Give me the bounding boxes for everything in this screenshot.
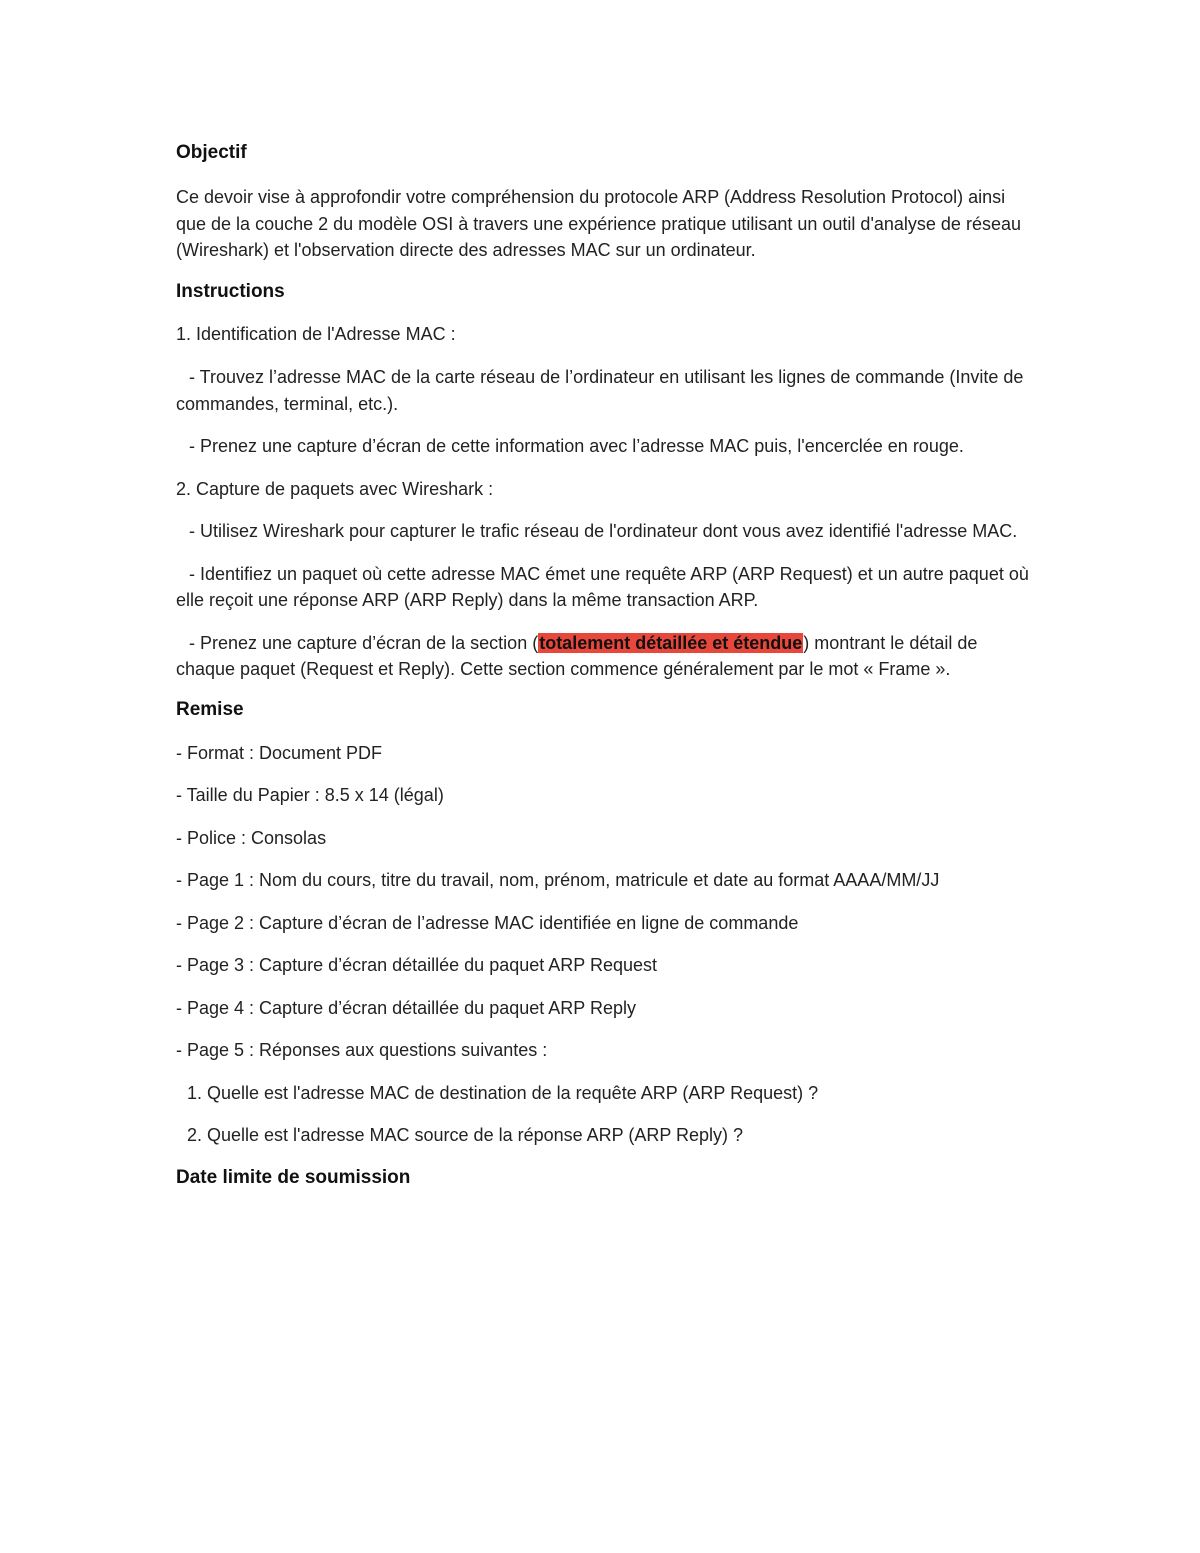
remise-item: - Page 4 : Capture d’écran détaillée du paquet ARP Reply <box>176 997 636 1018</box>
question-item: 1. Quelle est l'adresse MAC de destination de la requête ARP (ARP Request) ? <box>187 1082 819 1103</box>
step2-detail-screenshot <box>176 630 1036 683</box>
remise-item: - Taille du Papier : 8.5 x 14 (légal) <box>176 785 444 805</box>
step1-title: 1. Identification de l'Adresse MAC : <box>176 323 456 344</box>
remise-item: - Page 3 : Capture d’écran détaillée du paquet ARP Request <box>176 955 657 975</box>
highlighted-text: totalement détaillée et étendue <box>539 632 803 653</box>
step1-screenshot: - Prenez une capture d’écran de cette information avec l’adresse MAC puis, l'encerclée en rouge. <box>189 436 964 456</box>
step2-capture-traffic: - Utilisez Wireshark pour capturer le trafic réseau de l'ordinateur dont vous avez identifié l'adresse MAC. <box>189 521 1018 541</box>
remise-item: - Page 5 : Réponses aux questions suivantes : <box>176 1040 548 1060</box>
step2-identify-packets: - Identifiez un paquet où cette adresse MAC émet une requête ARP (ARP Request) et un autre paquet où elle reçoit une réponse ARP (ARP Reply) dans la même transaction ARP. <box>176 563 1029 610</box>
document-page <box>176 140 1036 1191</box>
objectif-heading: Objectif <box>176 142 247 163</box>
deadline-heading: Date limite de soumission <box>176 1166 411 1188</box>
remise-item: - Page 2 : Capture d’écran de l’adresse MAC identifiée en ligne de commande <box>176 912 799 933</box>
remise-item: - Format : Document PDF <box>176 742 383 763</box>
step2-detail-after: ) montrant le détail de chaque paquet (Request et Reply). Cette section commence généralement par le mot « Frame ». <box>176 632 978 679</box>
step2-detail-before: - Prenez une capture d’écran de la section ( <box>189 632 539 653</box>
question-item: 2. Quelle est l'adresse MAC source de la réponse ARP (ARP Reply) ? <box>187 1125 744 1145</box>
objectif-body: Ce devoir vise à approfondir votre compréhension du protocole ARP (Address Resolution Protocol) ainsi que de la couche 2 du modèle OSI à travers une expérience pratique utilisant un outil d'analyse de réseau (Wireshark) et l'observation directe des adresses MAC sur un ordinateur. <box>176 187 1021 260</box>
remise-heading: Remise <box>176 698 244 720</box>
step2-title: 2. Capture de paquets avec Wireshark : <box>176 478 494 499</box>
step1-find-mac: - Trouvez l’adresse MAC de la carte réseau de l’ordinateur en utilisant les lignes de commande (Invite de commandes, terminal, etc.). <box>176 367 1024 414</box>
remise-item: - Page 1 : Nom du cours, titre du travail, nom, prénom, matricule et date au format AAAA/MM/JJ <box>176 870 940 890</box>
instructions-heading: Instructions <box>176 280 285 302</box>
remise-item: - Police : Consolas <box>176 827 327 848</box>
